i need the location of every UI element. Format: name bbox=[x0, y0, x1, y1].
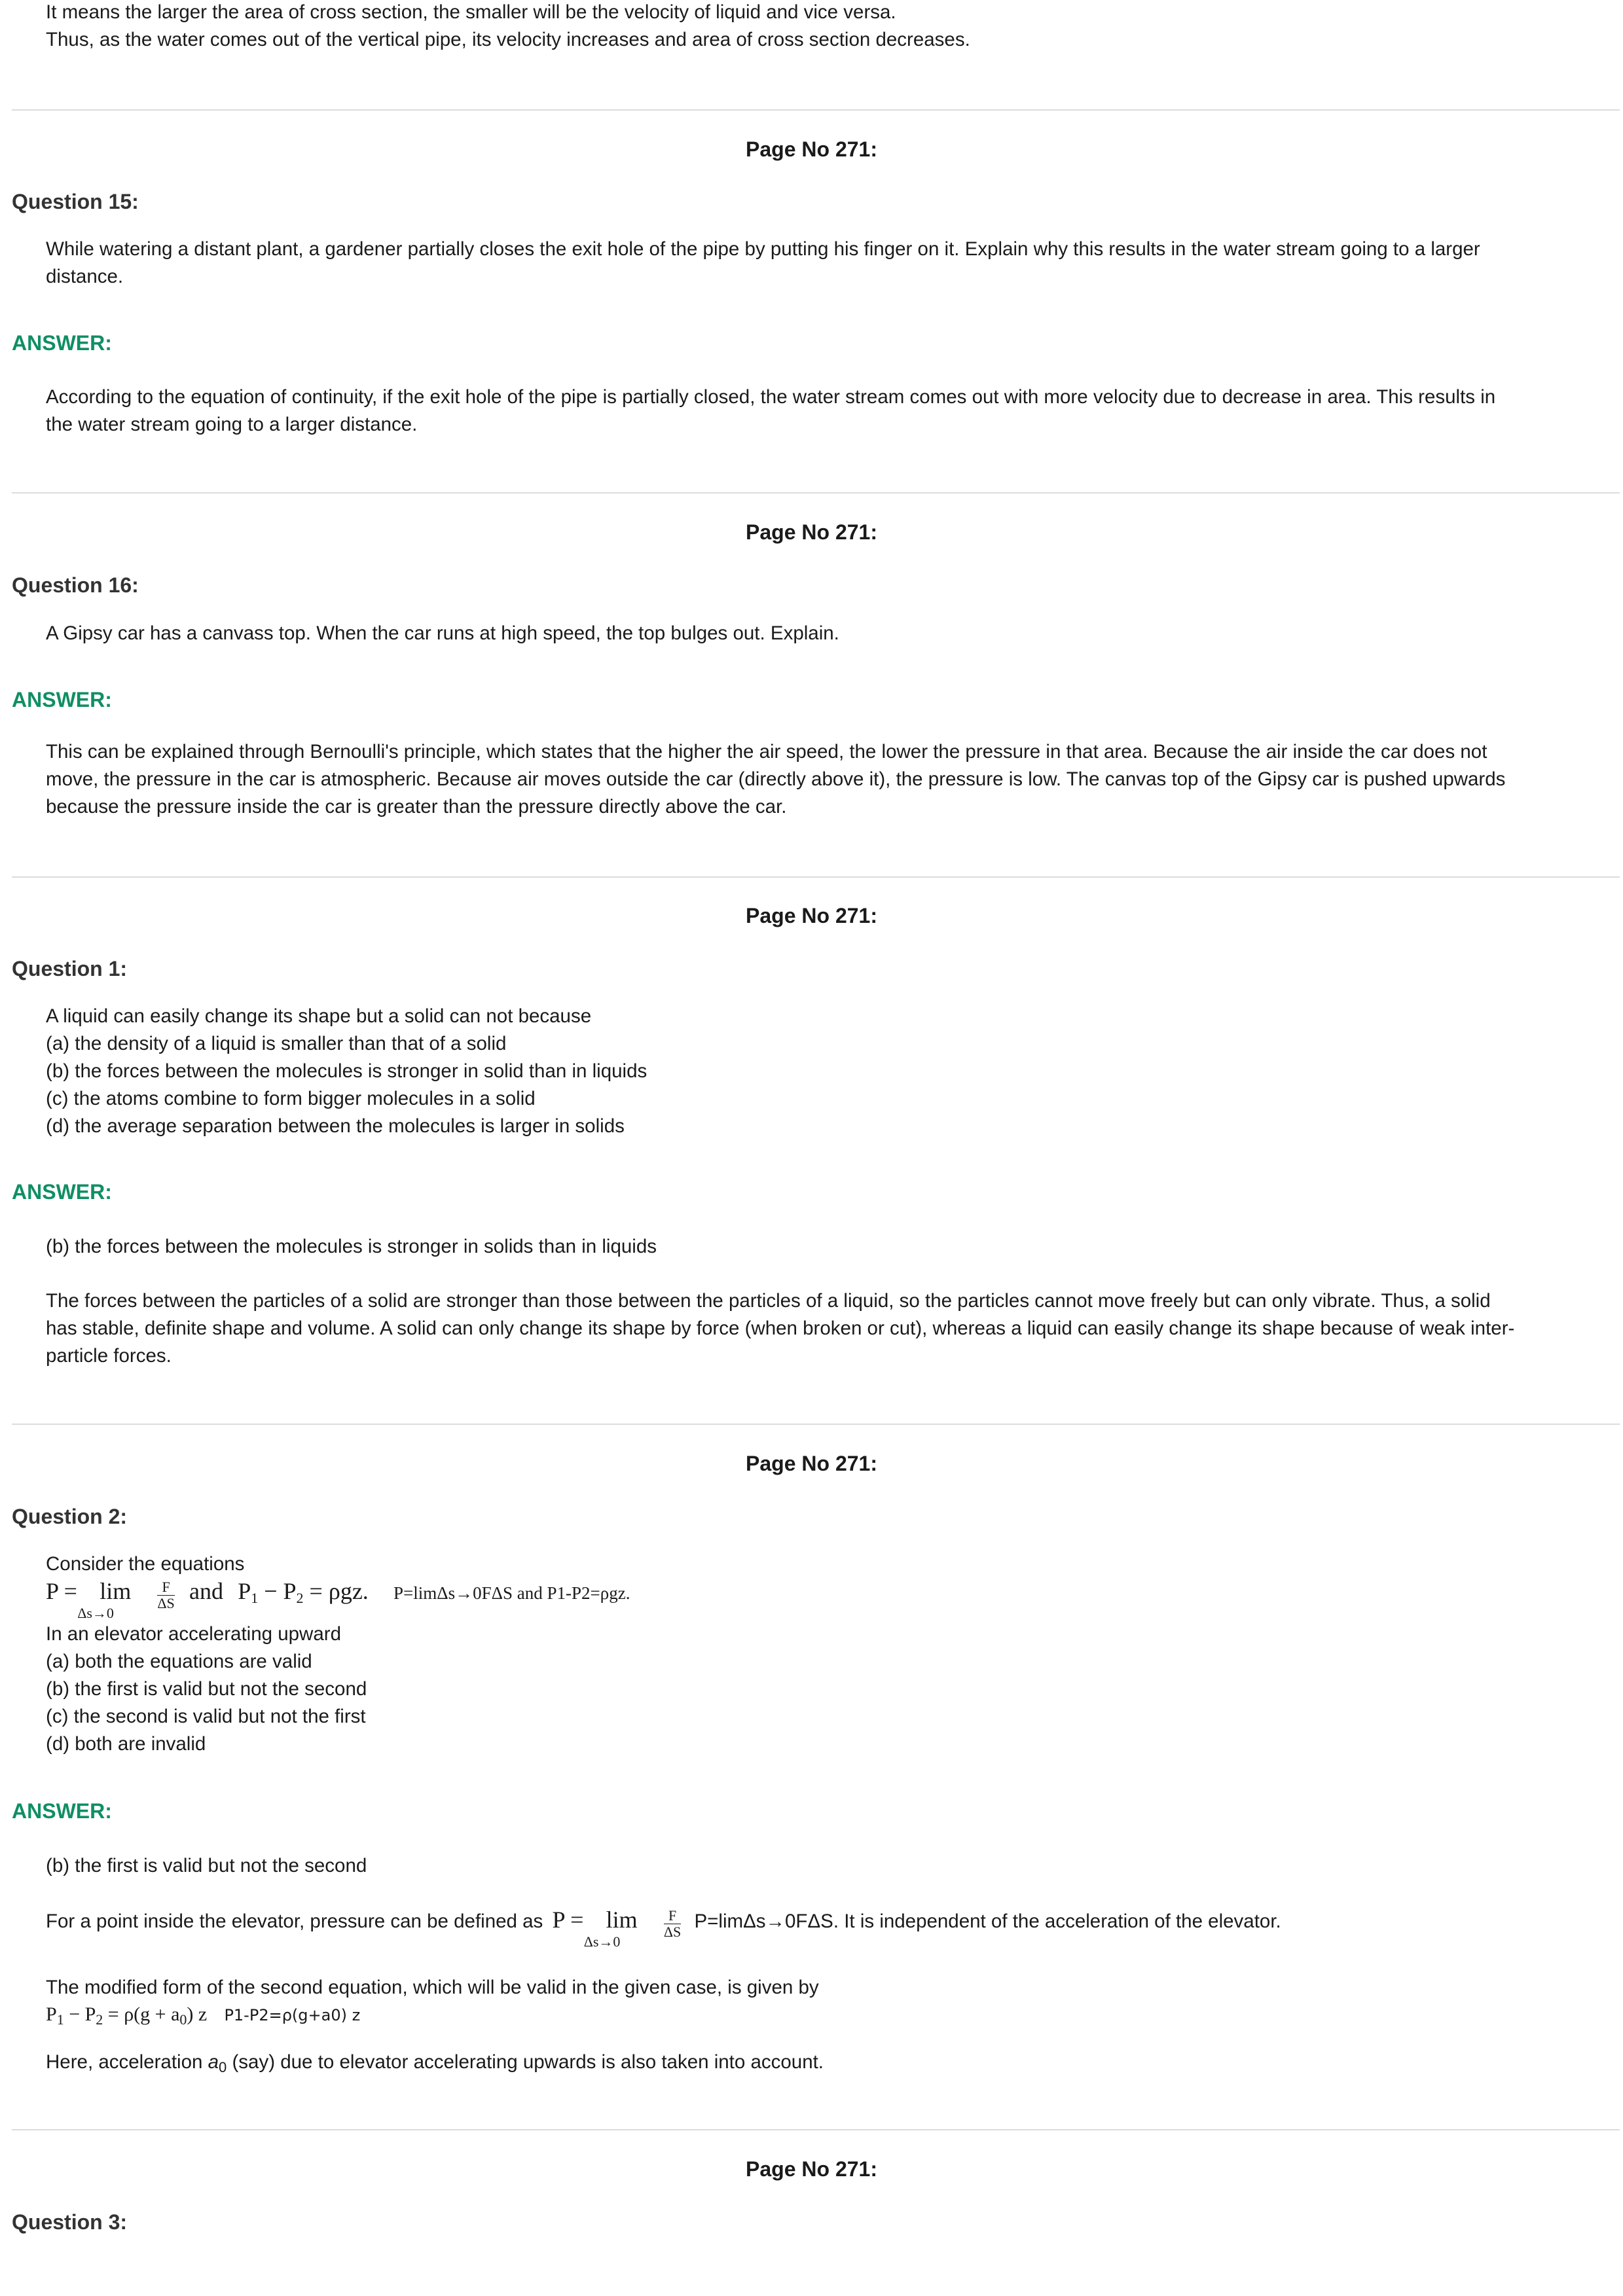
answer-label: ANSWER: bbox=[12, 1799, 112, 1823]
option-d: (d) the average separation between the molecules is larger in solids bbox=[46, 1115, 625, 1137]
intro-line: It means the larger the area of cross section, the smaller will be the velocity of liquid and vice versa. bbox=[46, 1, 896, 23]
answer-line: because the pressure inside the car is greater than the pressure directly above the car. bbox=[46, 796, 787, 817]
answer-15-text bbox=[46, 384, 1611, 439]
question-1-heading: Question 1: bbox=[12, 957, 128, 980]
answer-line: According to the equation of continuity, if the exit hole of the pipe is partially closed, the water stream comes out with more velocity due to decrease in area. This results in bbox=[46, 386, 1496, 408]
answer-line: has stable, definite shape and volume. A solid can only change its shape by force (when broken or cut), whereas a liquid can easily change its shape because of weak inter- bbox=[46, 1318, 1515, 1339]
question-2-text bbox=[46, 1621, 1611, 1758]
intro-text bbox=[46, 0, 1611, 54]
page-number-label: Page No 271: bbox=[746, 2157, 877, 2181]
answer-1-text bbox=[46, 1287, 1611, 1370]
divider bbox=[12, 876, 1620, 878]
question-1-text bbox=[46, 1003, 1611, 1140]
answer-1-choice bbox=[46, 1233, 1611, 1261]
option-c: (c) the atoms combine to form bigger molecules in a solid bbox=[46, 1088, 536, 1109]
answer-2-definition: For a point inside the elevator, pressure can be defined as P = lim Δs→0 $\frac{F}{\Delta S}$ P=limΔs→0FΔS. It is independent of the acceleration of the elevator. bbox=[46, 1907, 1281, 1950]
equation-plain-text: P=limΔs→0FΔS and P1-P2=ρgz. bbox=[393, 1583, 630, 1603]
fraction: $\frac{F}{\Delta S}$ bbox=[663, 1907, 682, 1940]
question-line: Consider the equations bbox=[46, 1553, 245, 1575]
answer-line: particle forces. bbox=[46, 1345, 172, 1367]
answer-2-choice bbox=[46, 1852, 1611, 1880]
option-c: (c) the second is valid but not the first bbox=[46, 1706, 366, 1727]
question-line: In an elevator accelerating upward bbox=[46, 1623, 341, 1645]
answer-label: ANSWER: bbox=[12, 688, 112, 711]
page-number-label: Page No 271: bbox=[746, 1452, 877, 1475]
equation-plain-text: P1-P2=ρ(g+a0) z bbox=[224, 2006, 361, 2024]
answer-line: the water stream going to a larger distance. bbox=[46, 414, 418, 435]
modified-equation: $P_1 - P_2 = \rho(g + a_0)$ z P1-P2=ρ(g+a0) z bbox=[46, 2003, 361, 2028]
divider bbox=[12, 2129, 1620, 2130]
limit-operator: lim Δs→0 bbox=[583, 1907, 638, 1950]
fraction: $\frac{F}{\Delta S}$ bbox=[157, 1579, 175, 1611]
question-2-heading: Question 2: bbox=[12, 1505, 128, 1528]
question-3-heading: Question 3: bbox=[12, 2210, 128, 2234]
option-b: (b) the forces between the molecules is stronger in solid than in liquids bbox=[46, 1060, 647, 1082]
divider bbox=[12, 1424, 1620, 1425]
answer-choice: (b) the first is valid but not the second bbox=[46, 1855, 367, 1876]
limit-operator: lim Δs→0 bbox=[77, 1578, 132, 1621]
question-2-intro bbox=[46, 1551, 1611, 1578]
answer-label: ANSWER: bbox=[12, 1180, 112, 1204]
answer-2-text bbox=[46, 1974, 1611, 2001]
intro-line: Thus, as the water comes out of the vertical pipe, its velocity increases and area of cross section decreases. bbox=[46, 29, 970, 50]
answer-16-text bbox=[46, 738, 1611, 821]
question-line: distance. bbox=[46, 266, 124, 287]
answer-2-note: Here, acceleration $a_0$ (say) due to elevator accelerating upwards is also taken into account. bbox=[46, 2051, 824, 2075]
question-16-heading: Question 16: bbox=[12, 573, 139, 597]
answer-line: The modified form of the second equation, which will be valid in the given case, is given by bbox=[46, 1977, 819, 1998]
answer-label: ANSWER: bbox=[12, 331, 112, 355]
option-d: (d) both are invalid bbox=[46, 1733, 206, 1755]
question-line: A Gipsy car has a canvass top. When the car runs at high speed, the top bulges out. Explain. bbox=[46, 622, 839, 644]
question-16-text bbox=[46, 620, 1611, 647]
question-line: While watering a distant plant, a gardener partially closes the exit hole of the pipe by putting his finger on it. Explain why this results in the water stream going to a larger bbox=[46, 238, 1480, 260]
page-number-label: Page No 271: bbox=[746, 137, 877, 161]
option-a: (a) both the equations are valid bbox=[46, 1651, 312, 1672]
option-a: (a) the density of a liquid is smaller than that of a solid bbox=[46, 1033, 507, 1054]
page-number-label: Page No 271: bbox=[746, 904, 877, 927]
page-number-label: Page No 271: bbox=[746, 520, 877, 544]
answer-choice: (b) the forces between the molecules is stronger in solids than in liquids bbox=[46, 1236, 657, 1257]
question-15-text bbox=[46, 236, 1611, 291]
answer-line: The forces between the particles of a solid are stronger than those between the particles of a liquid, so the particles cannot move freely but can only vibrate. Thus, a solid bbox=[46, 1290, 1491, 1312]
option-b: (b) the first is valid but not the second bbox=[46, 1678, 367, 1700]
divider bbox=[12, 109, 1620, 111]
equation: P = lim Δs→0 $\frac{F}{\Delta S}$ and $P_1 - P_2 = \rho gz$. P=limΔs→0FΔS and P1-P2=ρgz. bbox=[46, 1578, 630, 1621]
question-line: A liquid can easily change its shape but a solid can not because bbox=[46, 1005, 592, 1027]
question-15-heading: Question 15: bbox=[12, 190, 139, 213]
answer-line: This can be explained through Bernoulli's principle, which states that the higher the air speed, the lower the pressure in that area. Because the air inside the car does not bbox=[46, 741, 1487, 762]
answer-line: move, the pressure in the car is atmospheric. Because air moves outside the car (directly above it), the pressure is low. The canvas top of the Gipsy car is pushed upwards bbox=[46, 768, 1506, 790]
divider bbox=[12, 492, 1620, 493]
